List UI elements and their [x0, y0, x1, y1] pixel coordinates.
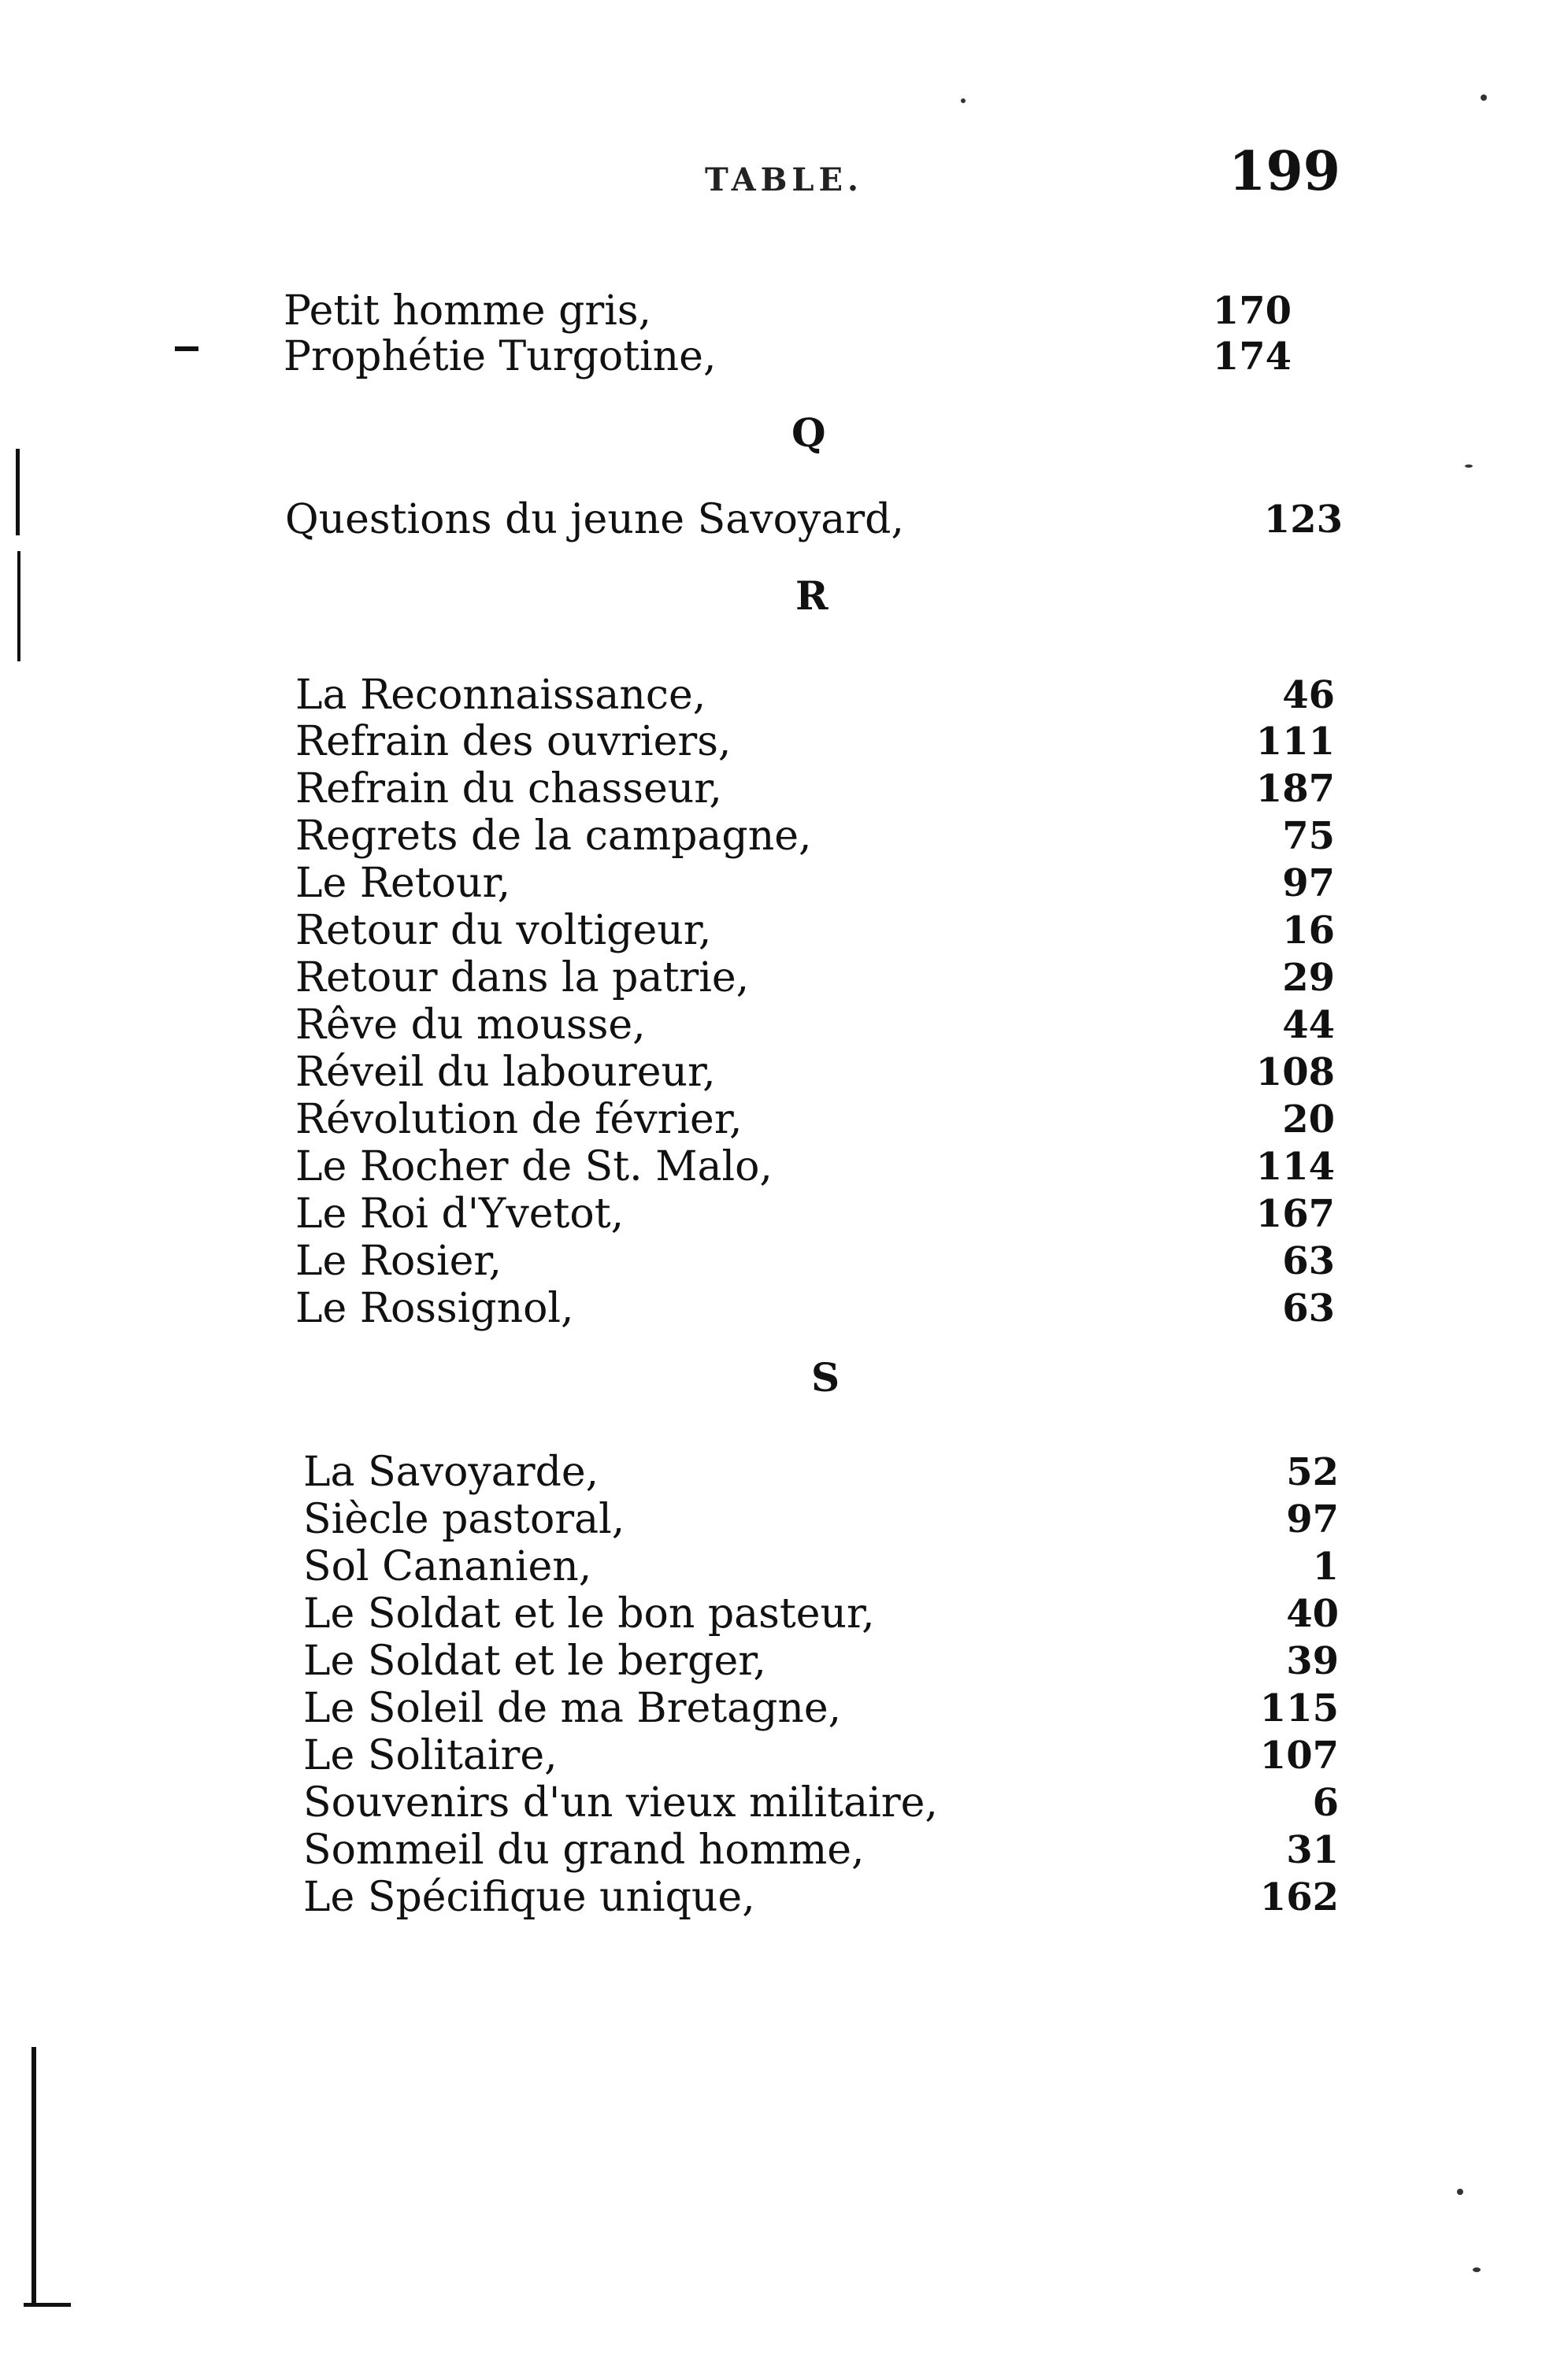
scan-speck [1473, 2267, 1481, 2272]
entry-page: 108 [1255, 1050, 1335, 1094]
entry-page: 44 [1282, 1003, 1335, 1047]
index-entry [0, 287, 1542, 335]
scan-edge-mark [24, 2303, 71, 2307]
entry-page: 20 [1282, 1097, 1335, 1142]
index-entry [0, 907, 1542, 954]
entry-title: Petit homme gris, [284, 287, 652, 335]
entry-page: 31 [1286, 1828, 1339, 1872]
entry-title: Le Solitaire, [303, 1732, 558, 1779]
section-letter: S [811, 1354, 840, 1401]
entry-page: 6 [1312, 1781, 1339, 1825]
entry-title: Le Rosier, [295, 1238, 502, 1285]
index-entry [0, 1285, 1542, 1332]
entry-title: Le Soleil de ma Bretagne, [303, 1685, 842, 1732]
entry-title: Refrain du chasseur, [295, 765, 722, 812]
entry-page: 40 [1286, 1592, 1339, 1636]
scan-edge-mark [32, 2047, 36, 2307]
entry-title: Le Retour, [295, 860, 511, 907]
scan-speck [961, 98, 966, 103]
entry-page: 39 [1286, 1639, 1339, 1683]
section-letter: R [795, 572, 828, 619]
index-entry [0, 1001, 1542, 1049]
entry-title: Le Spécifique unique, [303, 1874, 755, 1921]
entry-page: 97 [1282, 861, 1335, 905]
entry-page: 115 [1259, 1686, 1339, 1730]
entry-page: 52 [1286, 1450, 1339, 1494]
entry-title: Prophétie Turgotine, [284, 333, 717, 380]
scan-edge-mark [16, 449, 20, 535]
entry-page: 29 [1282, 956, 1335, 1000]
scan-speck [1465, 465, 1473, 468]
entry-page: 111 [1255, 720, 1335, 764]
entry-page: 167 [1255, 1192, 1335, 1236]
index-entry [0, 812, 1542, 860]
index-entry [0, 1874, 1542, 1921]
entry-title: Réveil du laboureur, [295, 1049, 716, 1096]
scan-speck [1481, 94, 1487, 101]
entry-title: Retour du voltigeur, [295, 907, 712, 954]
entry-title: Le Rossignol, [295, 1285, 574, 1332]
index-entry [0, 1049, 1542, 1096]
index-entry [0, 1496, 1542, 1543]
entry-page: 123 [1263, 498, 1343, 542]
index-entry [0, 860, 1542, 907]
entry-page: 107 [1259, 1734, 1339, 1778]
index-entry [0, 954, 1542, 1001]
entry-title: Siècle pastoral, [303, 1496, 625, 1543]
index-entry [0, 1143, 1542, 1190]
entry-page: 174 [1212, 335, 1292, 379]
entry-title: Refrain des ouvriers, [295, 718, 732, 765]
index-entry [0, 496, 1542, 543]
entry-title: Souvenirs d'un vieux militaire, [303, 1779, 938, 1827]
entry-page: 16 [1282, 909, 1335, 953]
entry-title: Retour dans la patrie, [295, 954, 750, 1001]
scan-edge-mark [17, 551, 20, 661]
entry-title: La Reconnaissance, [295, 672, 706, 719]
index-entry [0, 765, 1542, 812]
index-entry [0, 1449, 1542, 1496]
entry-page: 46 [1282, 673, 1335, 717]
index-entry [0, 1543, 1542, 1590]
scan-edge-mark [175, 346, 198, 351]
entry-page: 170 [1212, 289, 1292, 333]
index-entry [0, 1685, 1542, 1732]
entry-title: Sol Cananien, [303, 1543, 592, 1590]
scan-speck [1457, 2189, 1463, 2195]
entry-title: Le Rocher de St. Malo, [295, 1143, 773, 1190]
page-number: 199 [1229, 140, 1340, 203]
index-entry [0, 1638, 1542, 1685]
index-entry [0, 1190, 1542, 1238]
index-entry [0, 333, 1542, 380]
entry-page: 63 [1282, 1286, 1335, 1331]
entry-title: Questions du jeune Savoyard, [285, 496, 904, 543]
entry-page: 162 [1259, 1875, 1339, 1919]
running-header: TABLE. [705, 161, 863, 198]
index-entry [0, 1732, 1542, 1779]
entry-title: La Savoyarde, [303, 1449, 599, 1496]
entry-title: Révolution de février, [295, 1096, 743, 1143]
index-entry [0, 672, 1542, 719]
index-entry [0, 718, 1542, 765]
entry-title: Le Soldat et le bon pasteur, [303, 1590, 875, 1638]
entry-page: 75 [1282, 814, 1335, 858]
section-letter: Q [791, 409, 826, 456]
entry-page: 1 [1312, 1545, 1339, 1589]
entry-title: Regrets de la campagne, [295, 812, 812, 860]
entry-title: Le Roi d'Yvetot, [295, 1190, 625, 1238]
index-entry [0, 1096, 1542, 1143]
entry-page: 97 [1286, 1497, 1339, 1542]
entry-title: Rêve du mousse, [295, 1001, 646, 1049]
index-entry [0, 1827, 1542, 1874]
entry-title: Le Soldat et le berger, [303, 1638, 766, 1685]
entry-title: Sommeil du grand homme, [303, 1827, 865, 1874]
index-entry [0, 1238, 1542, 1285]
index-entry [0, 1779, 1542, 1827]
entry-page: 114 [1255, 1145, 1335, 1189]
index-entry [0, 1590, 1542, 1638]
entry-page: 187 [1255, 767, 1335, 811]
entry-page: 63 [1282, 1239, 1335, 1283]
